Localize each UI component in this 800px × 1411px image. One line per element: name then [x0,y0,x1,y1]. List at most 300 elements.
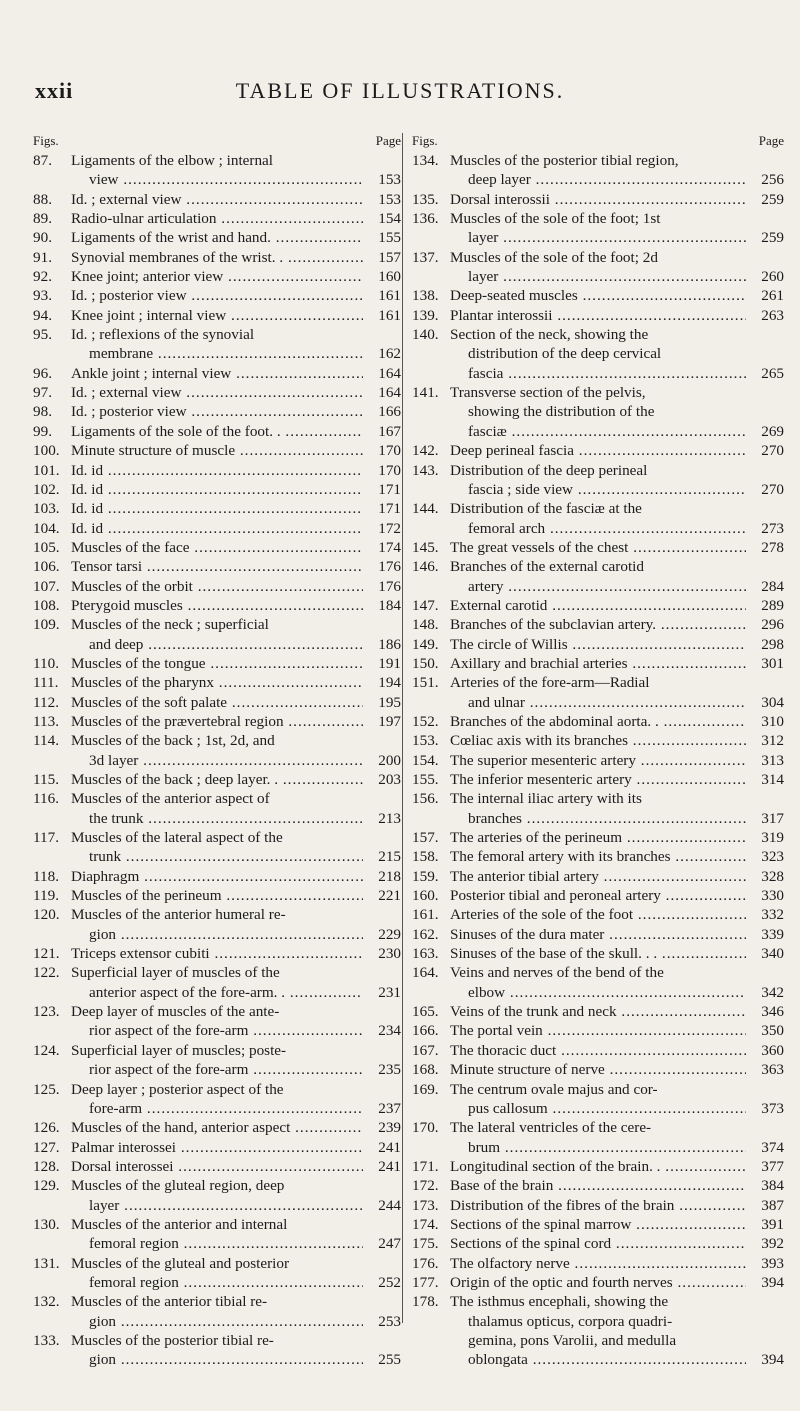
entry-title-line: Muscles of the soft palate ..... [71,693,363,712]
entry-title-line: Base of the brain ..... [450,1176,746,1195]
entry-title-line: Muscles of the lateral aspect of the [71,829,283,847]
entry-title-line: The anterior tibial artery ..... [450,867,746,886]
entry-title-line: fascia ..... [450,364,746,383]
entry-title-line: Muscles of the pharynx ..... [71,673,363,692]
page-ref: 154 [378,210,401,228]
entry-title-line: Distribution of the deep perineal [450,461,648,479]
figure-number: 100. [33,442,60,460]
figure-number: 134. [412,152,439,169]
entry-title-line: Deep layer ; posterior aspect of the [71,1080,284,1098]
page-ref: 259 [761,229,784,247]
page-ref: 328 [761,867,784,885]
entry-title-line: Muscles of the anterior humeral re- [71,906,286,924]
entry-title-line: Arteries of the fore-arm—Radial [450,674,650,692]
page-ref: 314 [761,771,784,788]
figure-number: 102. [33,480,60,498]
entry-title-line: Knee joint ; internal view ..... [71,306,363,325]
page-ref: 171 [378,480,401,498]
figure-number: 167. [412,1041,439,1059]
toc-entry [33,306,401,325]
toc-entry [33,693,401,712]
figure-number: 148. [412,616,439,634]
entry-title-line: Id. id ..... [71,519,363,538]
figure-number: 118. [33,867,60,885]
page-ref: 197 [378,712,401,730]
figure-number: 162. [412,925,439,943]
toc-entry [412,499,784,538]
toc-entry [33,461,401,480]
figure-number: 91. [33,248,52,266]
figure-number: 166. [412,1022,439,1040]
toc-entry [33,615,401,654]
figure-number: 154. [412,751,439,769]
figure-number: 117. [33,829,60,847]
entry-title-line: Origin of the optic and fourth nerves ..... [450,1273,746,1292]
figure-number: 144. [412,500,439,518]
figure-number: 170. [412,1119,439,1137]
figure-number: 112. [33,693,60,711]
entry-title-line: Branches of the subclavian artery. ..... [450,615,746,634]
figure-number: 171. [412,1157,439,1175]
toc-entry [412,441,784,460]
page-ref: 174 [378,538,401,556]
figure-number: 155. [412,771,439,788]
right-entries [412,151,784,1370]
page-ref: 176 [378,558,401,576]
figure-number: 132. [33,1293,60,1311]
column-divider [402,133,403,1323]
toc-entry [412,151,784,190]
toc-entry [412,731,784,750]
entry-title-line: Id. ; reflexions of the synovial [71,326,255,344]
figure-number: 94. [33,306,52,324]
toc-entry [412,383,784,441]
toc-entry [33,190,401,209]
toc-entry [33,402,401,421]
figure-number: 127. [33,1138,60,1156]
entry-title-line: Muscles of the face ..... [71,538,363,557]
toc-entry [33,325,401,364]
toc-entry [412,751,784,770]
toc-entry [33,1080,401,1119]
entry-title-line: Muscles of the sole of the foot; 1st [450,210,661,228]
figure-number: 168. [412,1061,439,1079]
toc-entry [412,461,784,500]
page-ref: 203 [378,771,401,788]
page-ref: 161 [378,306,401,324]
page-ref: 237 [378,1099,401,1117]
entry-title-line: Longitudinal section of the brain. . ..... [450,1157,746,1176]
entry-title-line: Muscles of the orbit ..... [71,577,363,596]
figure-number: 163. [412,945,439,963]
entry-title-line: External carotid ..... [450,596,746,615]
entry-title-line: layer ..... [71,1196,363,1215]
page-ref: 218 [378,867,401,885]
toc-entry [412,286,784,305]
entry-title-line: fasciæ ..... [450,422,746,441]
toc-entry [412,963,784,1002]
figure-number: 140. [412,326,439,344]
page-ref: 164 [378,364,401,382]
entry-title-line: pus callosum ..... [450,1099,746,1118]
toc-entry [33,1176,401,1215]
toc-entry [33,1254,401,1293]
entry-title-line: The inferior mesenteric artery ..... [450,770,746,789]
toc-entry [412,1021,784,1040]
page-ref: 263 [761,306,784,324]
toc-entry [33,905,401,944]
figure-number: 152. [412,712,439,730]
figure-number: 165. [412,1003,439,1021]
figure-number: 104. [33,519,60,537]
figure-number: 121. [33,945,60,963]
toc-entry [412,712,784,731]
page-ref: 239 [378,1119,401,1137]
figure-number: 164. [412,964,439,982]
toc-entry [412,1292,784,1369]
toc-entry [33,248,401,267]
figure-number: 99. [33,422,52,440]
figure-number: 146. [412,558,439,576]
toc-entry [412,1273,784,1292]
page-header [0,78,800,108]
entry-title-line: The portal vein ..... [450,1021,746,1040]
toc-entry [412,905,784,924]
figure-number: 92. [33,268,52,286]
entry-title-line: membrane ..... [71,344,363,363]
figure-number: 109. [33,616,60,634]
page-ref: 360 [761,1041,784,1059]
toc-entry [33,1331,401,1370]
page-ref: 186 [378,635,401,653]
toc-entry [33,770,401,789]
page-ref: 157 [378,248,401,266]
figure-number: 128. [33,1157,60,1175]
entry-title-line: branches ..... [450,809,746,828]
entry-title-line: rior aspect of the fore-arm ..... [71,1021,363,1040]
figure-number: 123. [33,1003,60,1021]
page-ref: 261 [761,287,784,305]
entry-title-line: oblongata ..... [450,1350,746,1369]
entry-title-line: femoral region ..... [71,1273,363,1292]
page-ref: 384 [761,1177,784,1195]
entry-title-line: femoral arch ..... [450,519,746,538]
figure-number: 122. [33,964,60,982]
page-ref: 377 [761,1157,784,1175]
figure-number: 114. [33,732,60,750]
toc-entry [33,519,401,538]
figure-number: 115. [33,771,60,788]
figure-number: 98. [33,403,52,421]
toc-entry [33,151,401,190]
toc-entry [412,944,784,963]
entry-title-line: elbow ..... [450,983,746,1002]
toc-entry [33,886,401,905]
entry-title-line: layer ..... [450,267,746,286]
page-ref: 342 [761,983,784,1001]
page-ref: 155 [378,229,401,247]
page-ref: 332 [761,906,784,924]
page-ref: 256 [761,171,784,189]
page-ref: 184 [378,596,401,614]
entry-title-line: Muscles of the anterior tibial re- [71,1293,268,1311]
entry-title-line: and ulnar ..... [450,693,746,712]
page-ref: 260 [761,268,784,286]
figure-number: 173. [412,1196,439,1214]
page-ref: 391 [761,1215,784,1233]
entry-title-line: The lateral ventricles of the cere- [450,1119,652,1137]
page-ref: 363 [761,1061,784,1079]
entry-title-line: Muscles of the back ; 1st, 2d, and [71,732,275,750]
entry-title-line: Superficial layer of muscles; poste- [71,1041,287,1059]
entry-title-line: Muscles of the gluteal and posterior [71,1254,290,1272]
entry-title-line: femoral region ..... [71,1234,363,1253]
figure-number: 147. [412,596,439,614]
entry-title-line: The isthmus encephali, showing the [450,1293,669,1311]
page-ref: 160 [378,268,401,286]
entry-title-line: gion ..... [71,1312,363,1331]
page-ref: 296 [761,616,784,634]
figure-number: 131. [33,1254,60,1272]
figure-number: 151. [412,674,439,692]
entry-title-line: The great vessels of the chest ..... [450,538,746,557]
toc-entry [33,867,401,886]
entry-title-line: Superficial layer of muscles of the [71,964,280,982]
page-ref: 312 [761,732,784,750]
figure-number: 156. [412,790,439,808]
entry-title-line: Posterior tibial and peroneal artery ..... [450,886,746,905]
page-ref: 339 [761,925,784,943]
page-ref: 241 [378,1138,401,1156]
entry-title-line: The thoracic duct ..... [450,1041,746,1060]
figure-number: 158. [412,848,439,866]
figure-number: 149. [412,635,439,653]
entry-title-line: The superior mesenteric artery ..... [450,751,746,770]
left-entries [33,151,401,1370]
page-ref: 313 [761,751,784,769]
page-ref: 393 [761,1254,784,1272]
figure-number: 130. [33,1215,60,1233]
page-ref: 317 [761,809,784,827]
toc-entry [33,712,401,731]
entry-title-line: Minute structure of muscle ..... [71,441,363,460]
entry-title-line: The circle of Willis ..... [450,635,746,654]
entry-title-line: Sinuses of the dura mater ..... [450,925,746,944]
page-ref: 278 [761,538,784,556]
entry-title-line: Veins of the trunk and neck ..... [450,1002,746,1021]
toc-entry [412,1060,784,1079]
toc-entry [33,1002,401,1041]
figure-number: 142. [412,442,439,460]
entry-title-line: Muscles of the tongue ..... [71,654,363,673]
figure-number: 160. [412,887,439,905]
entry-title-line: Veins and nerves of the bend of the [450,964,664,982]
page-ref: 340 [761,945,784,963]
page-ref: 241 [378,1157,401,1175]
entry-title-line: Minute structure of nerve ..... [450,1060,746,1079]
entry-title-line: Muscles of the anterior and internal [71,1215,288,1233]
entry-title-line: gemina, pons Varolii, and medulla [468,1331,677,1349]
figure-number: 89. [33,210,52,228]
entry-title-line: Distribution of the fibres of the brain ..... [450,1196,746,1215]
figure-number: 110. [33,654,60,672]
page-ref: 255 [378,1351,401,1369]
toc-entry [412,1041,784,1060]
page-ref: 230 [378,945,401,963]
entry-title-line: Id. id ..... [71,499,363,518]
toc-entry [33,944,401,963]
entry-title-line: The internal iliac artery with its [450,790,642,808]
page-ref: 273 [761,519,784,537]
toc-entry [33,1292,401,1331]
page-ref: 319 [761,829,784,847]
toc-entry [412,1080,784,1119]
figure-number: 88. [33,190,52,208]
page-ref: 229 [378,925,401,943]
figure-number: 150. [412,654,439,672]
page-ref: 330 [761,887,784,905]
page-ref: 394 [761,1273,784,1291]
entry-title-line: Id. ; external view ..... [71,190,363,209]
figure-number: 103. [33,500,60,518]
page-ref: 346 [761,1003,784,1021]
page-ref: 153 [378,171,401,189]
entry-title-line: The olfactory nerve ..... [450,1254,746,1273]
entry-title-line: gion ..... [71,925,363,944]
toc-entry [412,596,784,615]
page-ref: 161 [378,287,401,305]
page-ref: 301 [761,654,784,672]
page-ref: 195 [378,693,401,711]
toc-entry [33,1215,401,1254]
page-ref: 153 [378,190,401,208]
page-ref: 252 [378,1273,401,1291]
page-ref: 394 [761,1351,784,1369]
toc-entry [412,789,784,828]
page-ref: 170 [378,461,401,479]
page-ref: 253 [378,1312,401,1330]
figure-number: 111. [33,674,59,692]
entry-title-line: The arteries of the perineum ..... [450,828,746,847]
figure-number: 101. [33,461,60,479]
page-ref: 310 [761,712,784,730]
toc-entry [33,1041,401,1080]
toc-entry [33,828,401,867]
entry-title-line: Ligaments of the elbow ; internal [71,152,274,169]
entry-title-line: Id. ; posterior view ..... [71,402,363,421]
toc-entry [412,1002,784,1021]
figure-number: 93. [33,287,52,305]
entry-title-line: Sinuses of the base of the skull. . . ..... [450,944,746,963]
page-ref: 269 [761,422,784,440]
entry-title-line: Branches of the external carotid [450,558,644,576]
entry-title-line: trunk ..... [71,847,363,866]
entry-title-line: brum ..... [450,1138,746,1157]
right-column-header [412,133,784,151]
page-ref: 387 [761,1196,784,1214]
toc-entry [33,383,401,402]
entry-title-line: rior aspect of the fore-arm ..... [71,1060,363,1079]
figs-header: Figs. [412,133,438,148]
toc-entry [33,267,401,286]
entry-title-line: showing the distribution of the [468,403,655,421]
entry-title-line: Muscles of the perineum ..... [71,886,363,905]
figure-number: 95. [33,326,52,344]
figure-number: 138. [412,287,439,305]
entry-title-line: Plantar interossii ..... [450,306,746,325]
toc-entry [33,1118,401,1137]
toc-entry [33,596,401,615]
page-ref: 167 [378,422,401,440]
entry-title-line: Triceps extensor cubiti ..... [71,944,363,963]
left-column-header [33,133,401,151]
entry-title-line: the trunk ..... [71,809,363,828]
entry-title-line: Muscles of the posterior tibial region, [450,152,679,169]
entry-title-line: Tensor tarsi ..... [71,557,363,576]
page-title: TABLE OF ILLUSTRATIONS. [235,78,565,103]
toc-entry [33,441,401,460]
page-ref: 171 [378,500,401,518]
toc-entry [412,1254,784,1273]
toc-entry [412,847,784,866]
page-ref: 323 [761,848,784,866]
figure-number: 139. [412,306,439,324]
toc-entry [33,1138,401,1157]
toc-entry [33,422,401,441]
figure-number: 169. [412,1080,439,1098]
entry-title-line: Muscles of the gluteal region, deep [71,1177,285,1195]
figure-number: 124. [33,1041,60,1059]
figure-number: 133. [33,1331,60,1349]
figure-number: 119. [33,887,60,905]
entry-title-line: Deep perineal fascia ..... [450,441,746,460]
page-header-label: Page [375,133,401,148]
toc-entry [412,209,784,248]
page-ref: 373 [761,1099,784,1117]
entry-title-line: Transverse section of the pelvis, [450,384,646,402]
entry-title-line: Pterygoid muscles ..... [71,596,363,615]
page-ref: 231 [378,983,401,1001]
entry-title-line: Muscles of the prævertebral region ..... [71,712,363,731]
figure-number: 137. [412,248,439,266]
left-column [33,133,401,1370]
entry-title-line: Palmar interossei ..... [71,1138,363,1157]
page-ref: 200 [378,751,401,769]
entry-title-line: Muscles of the posterior tibial re- [71,1331,274,1349]
figure-number: 153. [412,732,439,750]
figure-number: 113. [33,712,60,730]
entry-title-line: view ..... [71,170,363,189]
entry-title-line: Diaphragm ..... [71,867,363,886]
entry-title-line: Distribution of the fasciæ at the [450,500,642,518]
page-ref: 215 [378,848,401,866]
figure-number: 96. [33,364,52,382]
entry-title-line: Deep-seated muscles ..... [450,286,746,305]
entry-title-line: Dorsal interossei ..... [71,1157,363,1176]
entry-title-line: Id. id ..... [71,480,363,499]
figure-number: 174. [412,1215,439,1233]
toc-entry [33,577,401,596]
entry-title-line: Synovial membranes of the wrist. . ..... [71,248,363,267]
entry-title-line: thalamus opticus, corpora quadri- [468,1312,673,1330]
toc-entry [33,364,401,383]
entry-title-line: and deep ..... [71,635,363,654]
toc-entry [412,1157,784,1176]
toc-entry [33,1157,401,1176]
toc-entry [33,557,401,576]
toc-entry [33,286,401,305]
entry-title-line: distribution of the deep cervical [468,345,662,363]
